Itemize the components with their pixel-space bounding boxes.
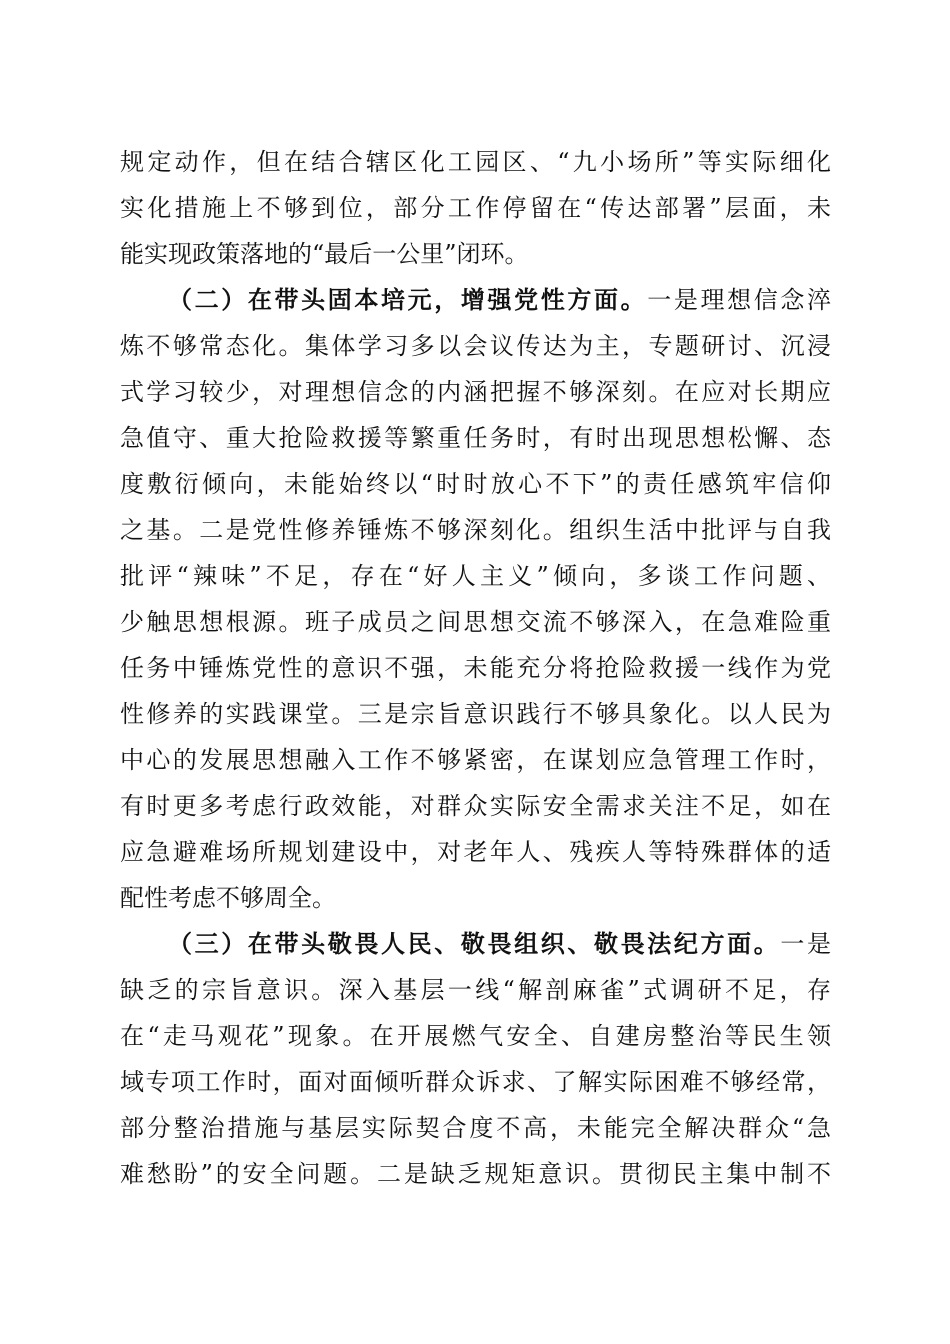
section-heading: （二）在带头固本培元，增强党性方面。: [168, 286, 648, 314]
document-page: [120, 139, 831, 1197]
paragraph-continuation: [120, 139, 831, 277]
text-line: 在“走马观花”现象。在开展燃气安全、自建房整治等民生领: [120, 1022, 831, 1050]
text-line: 规定动作，但在结合辖区化工园区、“九小场所”等实际细化: [120, 148, 831, 176]
text-line: 之基。二是党性修养锤炼不够深刻化。组织生活中批评与自我: [120, 516, 831, 544]
paragraph-section-three: [120, 921, 831, 1197]
text-line: 中心的发展思想融入工作不够紧密，在谋划应急管理工作时，: [120, 746, 831, 774]
heading-line-text: 一是: [780, 930, 831, 958]
text-line: 性修养的实践课堂。三是宗旨意识践行不够具象化。以人民为: [120, 700, 831, 728]
text-line: 式学习较少，对理想信念的内涵把握不够深刻。在应对长期应: [120, 378, 831, 406]
text-line: 能实现政策落地的“最后一公里”闭环。: [120, 240, 529, 268]
text-line: 少触思想根源。班子成员之间思想交流不够深入，在急难险重: [120, 608, 831, 636]
text-line: [120, 921, 831, 967]
text-line: 应急避难场所规划建设中，对老年人、残疾人等特殊群体的适: [120, 838, 831, 866]
text-line: 缺乏的宗旨意识。深入基层一线“解剖麻雀”式调研不足，存: [120, 976, 831, 1004]
text-line: 域专项工作时，面对面倾听群众诉求、了解实际困难不够经常，: [120, 1068, 831, 1096]
text-line: 配性考虑不够周全。: [120, 884, 336, 912]
text-line: 难愁盼”的安全问题。二是缺乏规矩意识。贯彻民主集中制不: [120, 1160, 831, 1188]
text-line: [120, 277, 831, 323]
text-line: 任务中锤炼党性的意识不强，未能充分将抢险救援一线作为党: [120, 654, 831, 682]
text-line: 急值守、重大抢险救援等繁重任务时，有时出现思想松懈、态: [120, 424, 831, 452]
text-line: 有时更多考虑行政效能，对群众实际安全需求关注不足，如在: [120, 792, 831, 820]
paragraph-section-two: [120, 277, 831, 921]
text-line: 部分整治措施与基层实际契合度不高，未能完全解决群众“急: [120, 1114, 831, 1142]
text-line: 炼不够常态化。集体学习多以会议传达为主，专题研讨、沉浸: [120, 332, 831, 360]
text-line: 批评“辣味”不足，存在“好人主义”倾向，多谈工作问题、: [120, 562, 831, 590]
heading-line-text: 一是理想信念淬: [647, 286, 831, 314]
text-line: 实化措施上不够到位，部分工作停留在“传达部署”层面，未: [120, 194, 831, 222]
section-heading: （三）在带头敬畏人民、敬畏组织、敬畏法纪方面。: [168, 930, 781, 958]
text-line: 度敷衍倾向，未能始终以“时时放心不下”的责任感筑牢信仰: [120, 470, 831, 498]
